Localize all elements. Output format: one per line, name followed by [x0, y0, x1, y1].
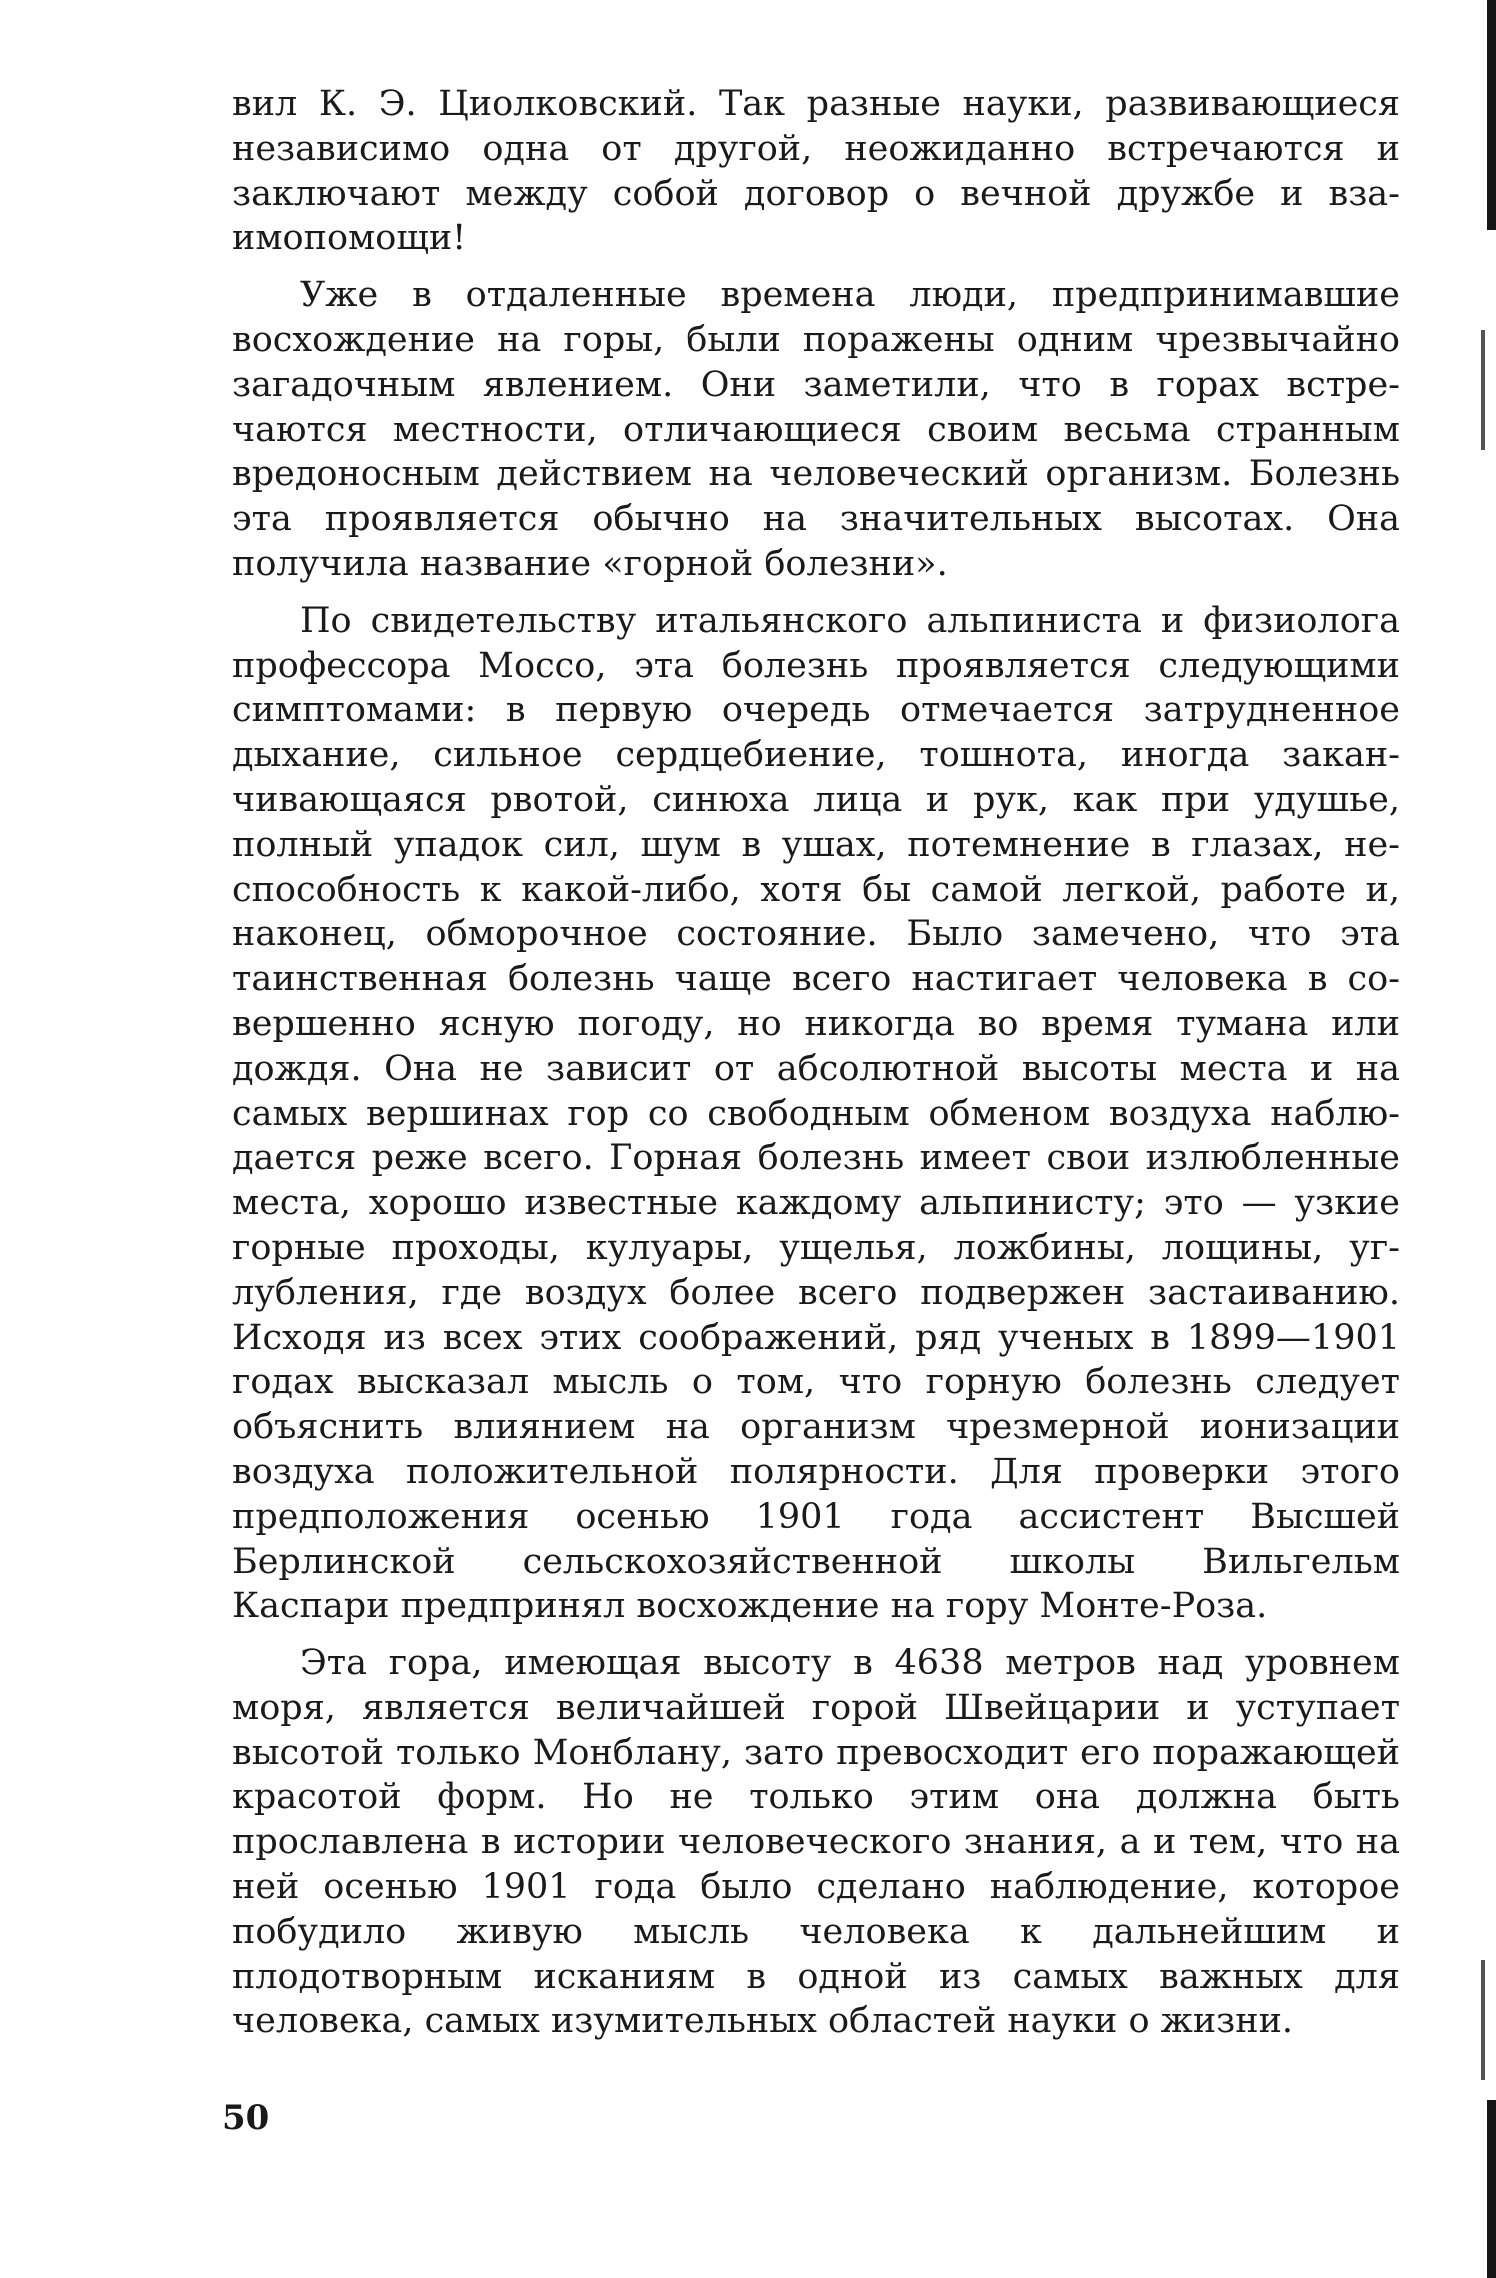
binding-shadow-mid — [1481, 330, 1485, 450]
binding-shadow-lower — [1481, 1960, 1485, 2080]
binding-shadow-bottom — [1487, 2100, 1496, 2278]
paragraph-1: вил К. Э. Циолковский. Так разные науки, развивающиеся независимо одна от другой, неожиданно встречаются и заключают между собой договор о вечной дружбе и взаимопомощи! — [232, 84, 1400, 259]
binding-shadow-top — [1487, 0, 1496, 230]
page-number: 50 — [222, 2098, 270, 2138]
binding-edge — [1470, 0, 1496, 2278]
paragraph-4: Эта гора, имеющая высоту в 4638 метров над уровнем моря, является величайшей горой Швейцарии и уступает высотой только Монблану, зато превосходит его поражающей красотой форм. Но не только этим она должна быть прославлена в истории человеческого знания, а и тем, что на ней осенью 1901 года было сделано наблюдение, которое побудило живую мысль человека к дальнейшим и плодотворным исканиям в одной из самых важных для человека, самых изумительных областей науки о жизни. — [232, 1643, 1400, 2042]
body-text — [232, 82, 1400, 2056]
paragraph-3: По свидетельству итальянского альпиниста и физиолога профессора Моссо, эта болезнь проявляется следующими симптомами: в первую очередь отмечается затрудненное дыхание, сильное сердцебиение, тошнота, иногда заканчивающаяся рвотой, синюха лица и рук, как при удушье, полный упадок сил, шум в ушах, потемнение в глазах, неспособность к какой-либо, хотя бы самой легкой, работе и, наконец, обморочное состояние. Было замечено, что эта таинственная болезнь чаще всего настигает человека в совершенно ясную погоду, но никогда во время тумана или дождя. Она не зависит от абсолютной высоты места и на самых вершинах гор со свободным обменом воздуха наблюдается реже всего. Горная болезнь имеет свои излюбленные места, хорошо известные каждому альпинисту; это — узкие горные проходы, кулуары, ущелья, ложбины, лощины, углубления, где воздух более всего подвержен застаиванию. Исходя из всех этих соображений, ряд ученых в 1899—1901 годах высказал мысль о том, что горную болезнь следует объяснить влиянием на организм чрезмерной ионизации воздуха положительной полярности. Для проверки этого предположения осенью 1901 года ассистент Высшей Берлинской сельскохозяйственной школы Вильгельм Каспари предпринял восхождение на гору Монте-Роза. — [232, 600, 1400, 1627]
paragraph-2: Уже в отдаленные времена люди, предпринимавшие восхождение на горы, были поражены одним чрезвычайно загадочным явлением. Они заметили, что в горах встречаются местности, отличающиеся своим весьма странным вредоносным действием на человеческий организм. Болезнь эта проявляется обычно на значительных высотах. Она получила название «горной болезни». — [232, 275, 1400, 584]
